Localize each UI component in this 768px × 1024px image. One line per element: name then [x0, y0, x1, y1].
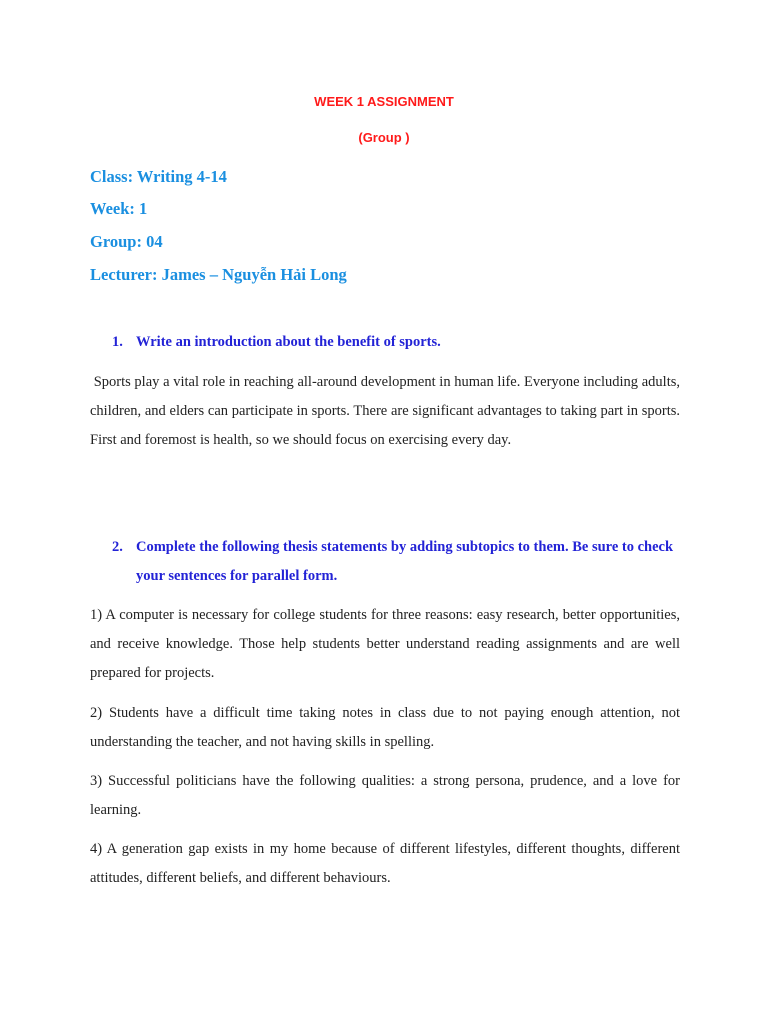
week-info: Week: 1 [90, 199, 148, 218]
intro-paragraph: Sports play a vital role in reaching all-around development in human life. Everyone including adults, children, and elders can participate in sports. There are significant advantages to taking part in sports. First and foremost is health, so we should focus on exercising every day. [90, 374, 684, 448]
lecturer-info: Lecturer: James – Nguyễn Hải Long [90, 265, 347, 284]
question-2-text: Complete the following thesis statements by adding subtopics to them. Be sure to check your sentences for parallel form. [136, 539, 674, 584]
assignment-subtitle: (Group ) [358, 130, 410, 145]
assignment-title: WEEK 1 ASSIGNMENT [314, 94, 454, 109]
question-1-text: Write an introduction about the benefit of sports. [136, 334, 441, 350]
question-1 [112, 328, 692, 357]
question-2-number: 2. [112, 539, 123, 555]
answer-3: 3) Successful politicians have the following qualities: a strong persona, prudence, and a love for learning. [90, 773, 680, 818]
answer-2: 2) Students have a difficult time taking notes in class due to not paying enough attention, not understanding the teacher, and not having skills in spelling. [90, 705, 680, 750]
class-info: Class: Writing 4-14 [90, 167, 227, 186]
group-info: Group: 04 [90, 232, 163, 251]
answer-4: 4) A generation gap exists in my home because of different lifestyles, different thoughts, different attitudes, different beliefs, and different behaviours. [90, 841, 680, 886]
question-1-number: 1. [112, 334, 123, 350]
answer-1: 1) A computer is necessary for college students for three reasons: easy research, better opportunities, and receive knowledge. Those help students better understand reading assignments and are well prepared for projects. [90, 607, 680, 681]
question-2 [112, 533, 692, 591]
